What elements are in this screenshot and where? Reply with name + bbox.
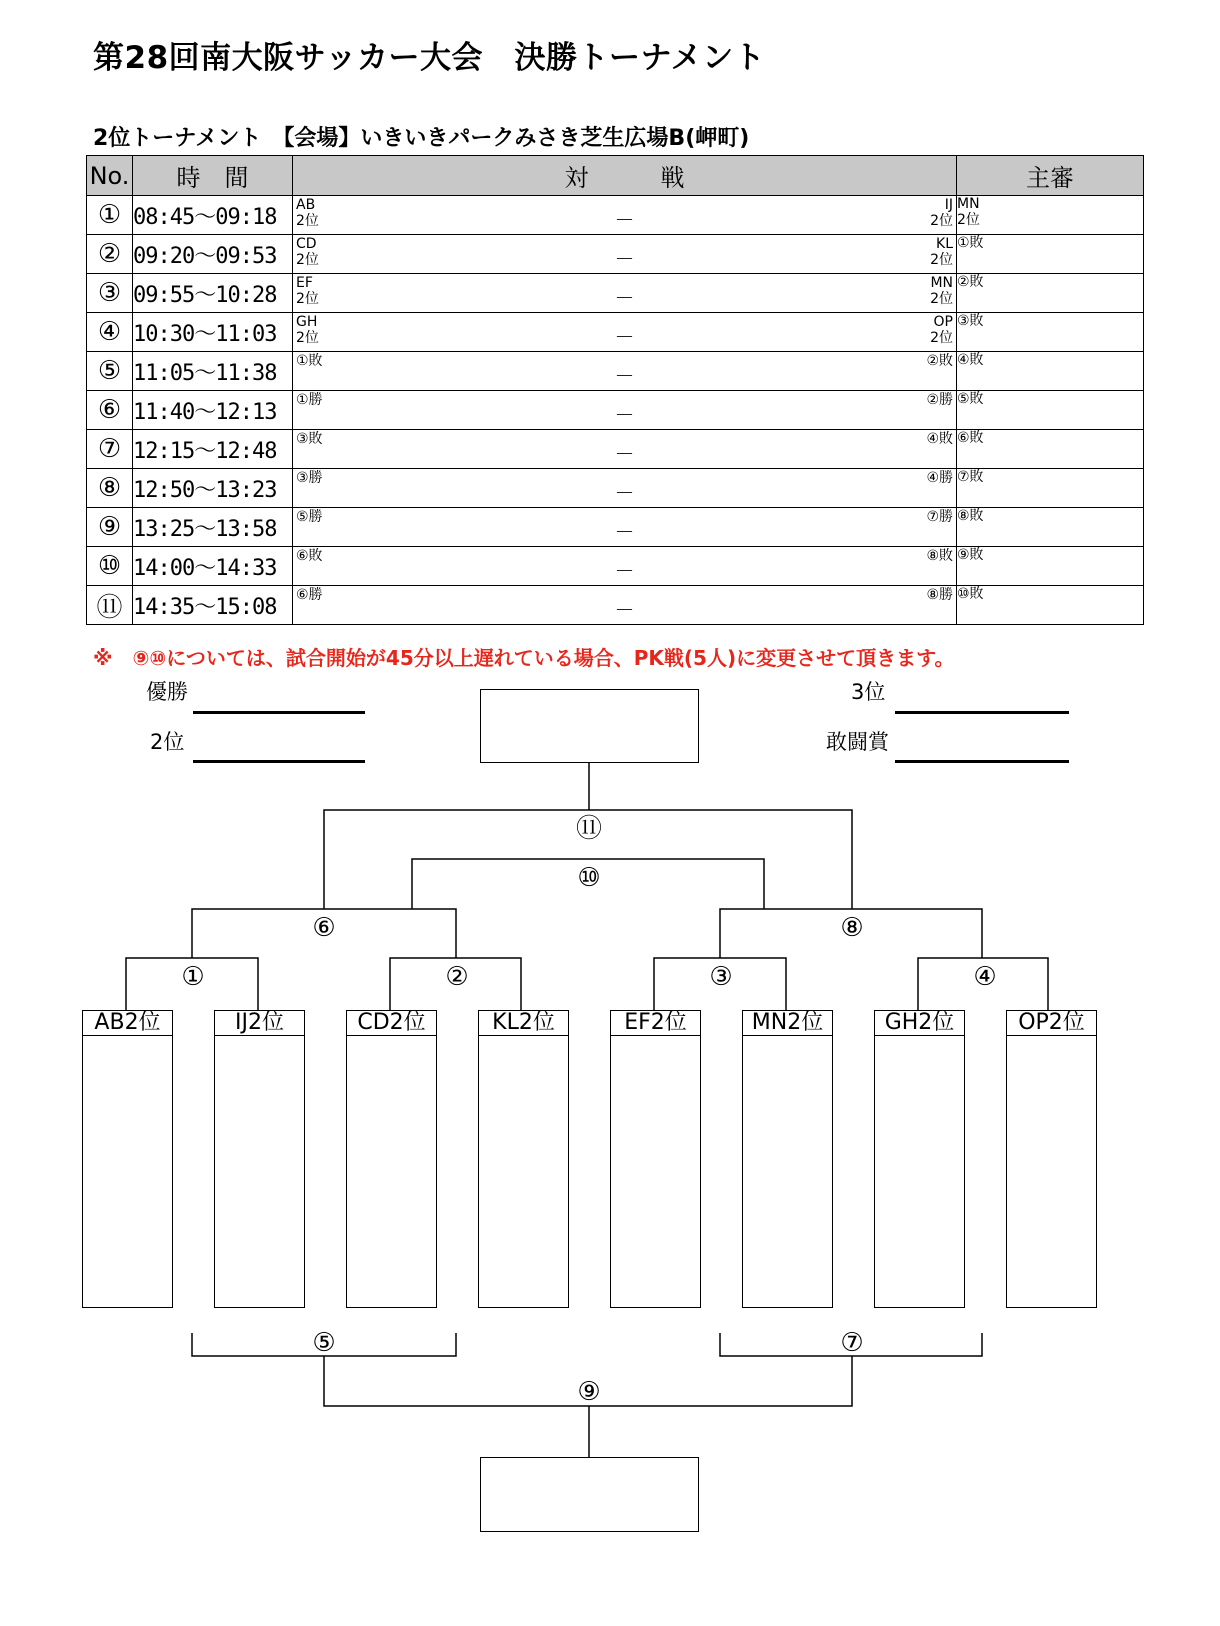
referee: ②敗: [957, 274, 1144, 313]
home-team: ③勝: [296, 470, 323, 486]
match-number: ①: [87, 196, 133, 235]
referee: ⑨敗: [957, 547, 1144, 586]
bracket-match-7: ⑦: [840, 1328, 864, 1358]
bracket-match-6: ⑥: [312, 913, 336, 943]
bracket-match-5: ⑤: [312, 1328, 336, 1358]
bracket-match-8: ⑧: [840, 913, 864, 943]
versus-dash: －: [614, 520, 635, 544]
away-team: ②勝: [926, 392, 953, 408]
versus-dash: －: [614, 481, 635, 505]
referee: ⑥敗: [957, 430, 1144, 469]
referee: ①敗: [957, 235, 1144, 274]
match-time: 12:15～12:48: [133, 430, 293, 469]
versus-dash: －: [614, 598, 635, 622]
award-first-label: 優勝: [146, 680, 188, 704]
away-team: ⑧敗: [926, 548, 953, 564]
team-label: OP2位: [1006, 1010, 1097, 1036]
referee: ④敗: [957, 352, 1144, 391]
away-team: IJ 2位: [930, 197, 953, 229]
match-time: 14:00～14:33: [133, 547, 293, 586]
match-number: ③: [87, 274, 133, 313]
team-label: CD2位: [346, 1010, 437, 1036]
award-fighting-label: 敢闘賞: [826, 730, 889, 754]
away-team: MN 2位: [930, 275, 953, 307]
page-title: 第28回南大阪サッカー大会 決勝トーナメント: [93, 40, 766, 76]
venue-subtitle: 2位トーナメント 【会場】いきいきパークみさき芝生広場B(岬町): [93, 126, 750, 151]
header-match: 対 戦: [293, 156, 957, 196]
home-team: ⑥勝: [296, 587, 323, 603]
match-number: ⑪: [87, 586, 133, 625]
home-team: ⑤勝: [296, 509, 323, 525]
header-no: No.: [87, 156, 133, 196]
header-referee: 主審: [957, 156, 1144, 196]
award-third-label: 3位: [851, 680, 886, 704]
bracket-match-4: ④: [973, 962, 997, 992]
referee: MN 2位: [957, 196, 1144, 235]
team-label: GH2位: [874, 1010, 965, 1036]
team-column: [874, 1035, 965, 1308]
match-time: 08:45～09:18: [133, 196, 293, 235]
team-column: [610, 1035, 701, 1308]
home-team: ①敗: [296, 353, 323, 369]
home-team: ③敗: [296, 431, 323, 447]
match-time: 09:20～09:53: [133, 235, 293, 274]
versus-dash: －: [614, 208, 635, 232]
team-label: KL2位: [478, 1010, 569, 1036]
home-team: AB 2位: [296, 197, 319, 229]
team-column: [82, 1035, 173, 1308]
referee: ⑩敗: [957, 586, 1144, 625]
team-column: [478, 1035, 569, 1308]
match-time: 11:40～12:13: [133, 391, 293, 430]
team-label: MN2位: [742, 1010, 833, 1036]
award-second-label: 2位: [150, 730, 185, 754]
versus-dash: －: [614, 325, 635, 349]
home-team: ⑥敗: [296, 548, 323, 564]
team-column: [346, 1035, 437, 1308]
home-team: EF 2位: [296, 275, 319, 307]
away-team: KL 2位: [930, 236, 953, 268]
team-label: IJ2位: [214, 1010, 305, 1036]
away-team: ⑧勝: [926, 587, 953, 603]
match-time: 13:25～13:58: [133, 508, 293, 547]
match-time: 11:05～11:38: [133, 352, 293, 391]
home-team: ①勝: [296, 392, 323, 408]
team-label: EF2位: [610, 1010, 701, 1036]
bracket-match-9: ⑨: [577, 1377, 601, 1407]
team-column: [214, 1035, 305, 1308]
match-number: ⑥: [87, 391, 133, 430]
bracket-match-2: ②: [445, 962, 469, 992]
away-team: ②敗: [926, 353, 953, 369]
match-number: ②: [87, 235, 133, 274]
header-time: 時 間: [133, 156, 293, 196]
versus-dash: －: [614, 364, 635, 388]
referee: ⑦敗: [957, 469, 1144, 508]
referee: ⑧敗: [957, 508, 1144, 547]
bracket-match-11: ⑪: [575, 814, 602, 844]
bracket-match-3: ③: [709, 962, 733, 992]
match-time: 10:30～11:03: [133, 313, 293, 352]
versus-dash: －: [614, 442, 635, 466]
match-number: ⑩: [87, 547, 133, 586]
match-number: ⑧: [87, 469, 133, 508]
match-time: 14:35～15:08: [133, 586, 293, 625]
match-number: ⑦: [87, 430, 133, 469]
bracket-match-10: ⑩: [577, 863, 601, 893]
versus-dash: －: [614, 403, 635, 427]
away-team: ⑦勝: [926, 509, 953, 525]
away-team: ④敗: [926, 431, 953, 447]
versus-dash: －: [614, 559, 635, 583]
team-column: [742, 1035, 833, 1308]
home-team: GH 2位: [296, 314, 319, 346]
bracket-match-1: ①: [181, 962, 205, 992]
referee: ③敗: [957, 313, 1144, 352]
match-time: 09:55～10:28: [133, 274, 293, 313]
home-team: CD 2位: [296, 236, 319, 268]
team-label: AB2位: [82, 1010, 173, 1036]
match-number: ⑤: [87, 352, 133, 391]
pk-rule-note: ※ ⑨⑩については、試合開始が45分以上遅れている場合、PK戦(5人)に変更させて頂きます。: [93, 646, 955, 670]
match-number: ④: [87, 313, 133, 352]
versus-dash: －: [614, 247, 635, 271]
match-time: 12:50～13:23: [133, 469, 293, 508]
match-number: ⑨: [87, 508, 133, 547]
versus-dash: －: [614, 286, 635, 310]
away-team: ④勝: [926, 470, 953, 486]
referee: ⑤敗: [957, 391, 1144, 430]
away-team: OP 2位: [930, 314, 953, 346]
team-column: [1006, 1035, 1097, 1308]
